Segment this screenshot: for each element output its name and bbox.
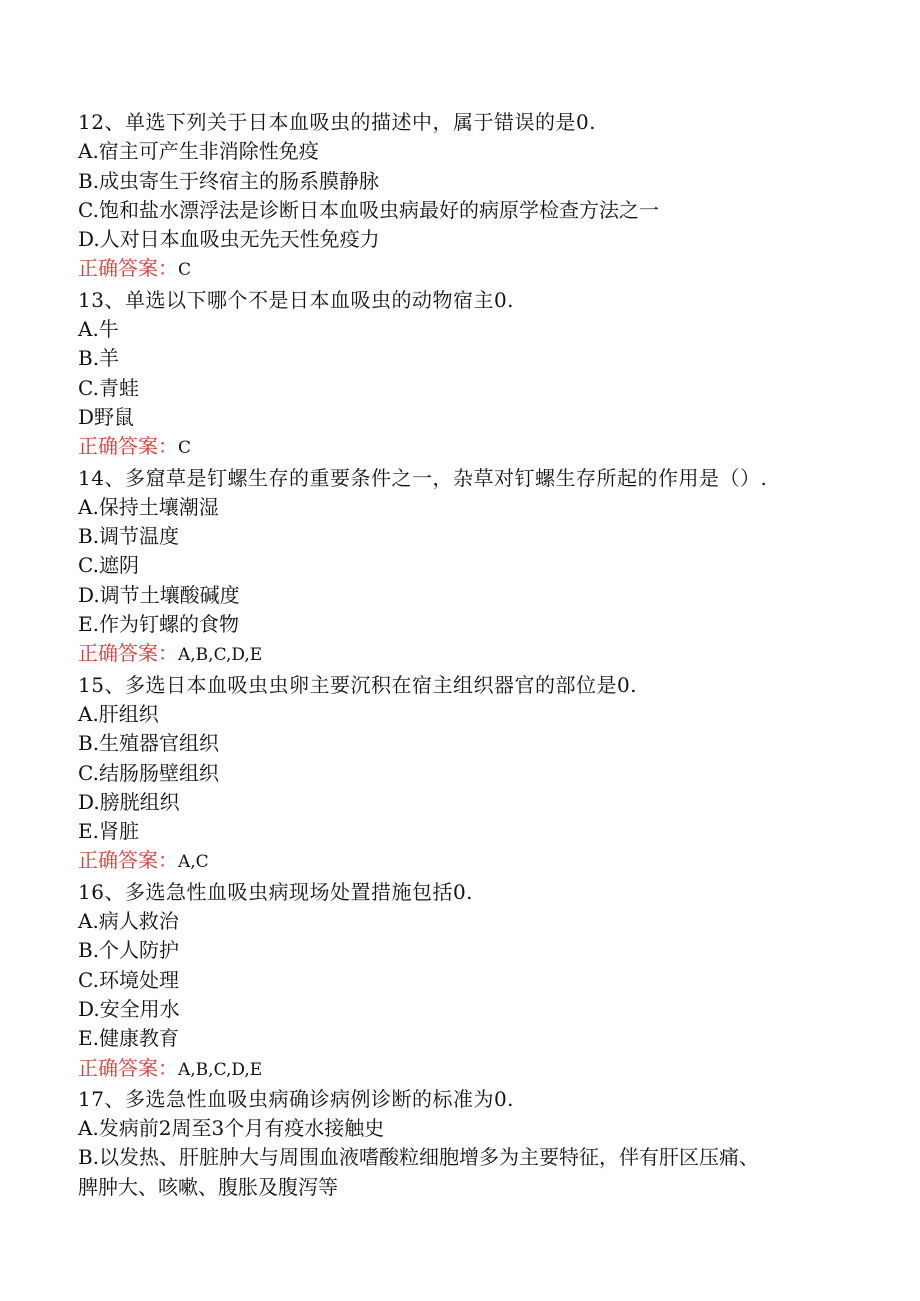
question-14-title: 14、多窟草是钉螺生存的重要条件之一，杂草对钉螺生存所起的作用是（）. xyxy=(78,465,768,490)
answer-value: A,C xyxy=(178,852,209,873)
answer-label: 正确答案： xyxy=(78,848,178,873)
question-13-option-c: C.青蛙 xyxy=(78,375,139,400)
question-14-option-a: A.保持土壤潮湿 xyxy=(78,494,219,519)
question-15-option-c: C.结肠肠壁组织 xyxy=(78,760,219,785)
document-page xyxy=(78,108,838,1202)
question-15-option-b: B.生殖器官组织 xyxy=(78,731,220,756)
question-12-option-b: B.成虫寄生于终宿主的肠系膜静脉 xyxy=(78,168,380,193)
answer-label: 正确答案： xyxy=(78,1055,178,1080)
question-16-option-d: D.安全用水 xyxy=(78,996,180,1021)
question-12-option-a: A.宿主可产生非消除性免疫 xyxy=(78,139,319,164)
question-13-option-d: D野鼠 xyxy=(78,404,135,429)
question-16-option-e: E.健康教育 xyxy=(78,1026,179,1051)
question-12-option-d: D.人对日本血吸虫无先天性免疫力 xyxy=(78,227,380,252)
question-16-option-c: C.环境处理 xyxy=(78,967,179,992)
answer-value: C xyxy=(178,438,192,459)
answer-label: 正确答案： xyxy=(78,641,178,666)
question-12-answer xyxy=(78,254,838,285)
question-16-option-b: B.个人防护 xyxy=(78,938,180,963)
question-16-answer xyxy=(78,1054,838,1085)
answer-value: A,B,C,D,E xyxy=(178,1059,263,1080)
question-17-option-b: B.以发热、肝脏肿大与周围血液嗜酸粒细胞增多为主要特征，伴有肝区压痛、 xyxy=(78,1145,760,1170)
question-15-title: 15、多选日本血吸虫虫卵主要沉积在宿主组织器官的部位是0. xyxy=(78,672,638,697)
question-13-option-a: A.牛 xyxy=(78,317,119,342)
question-17-title: 17、多选急性血吸虫病确诊病例诊断的标准为0. xyxy=(78,1086,515,1111)
question-14-answer xyxy=(78,639,838,670)
question-12-title: 12、单选下列关于日本血吸虫的描述中，属于错误的是0. xyxy=(78,110,597,134)
answer-label: 正确答案： xyxy=(78,434,178,459)
answer-label: 正确答案： xyxy=(78,256,178,281)
question-14-option-c: C.遮阴 xyxy=(78,553,139,578)
question-15-answer xyxy=(78,846,838,877)
question-14-option-e: E.作为钉螺的食物 xyxy=(78,612,239,637)
question-14-option-d: D.调节土壤酸碱度 xyxy=(78,582,240,607)
question-15-option-d: D.膀胱组织 xyxy=(78,789,180,814)
question-17-option-a: A.发病前2周至3个月有疫水接触史 xyxy=(78,1116,385,1141)
question-15-option-a: A.肝组织 xyxy=(78,701,159,726)
question-13-title: 13、单选以下哪个不是日本血吸虫的动物宿主0. xyxy=(78,287,515,312)
question-15-option-e: E.肾脏 xyxy=(78,819,139,844)
question-12-option-c: C.饱和盐水漂浮法是诊断日本血吸虫病最好的病原学检查方法之一 xyxy=(78,197,659,222)
question-14-option-b: B.调节温度 xyxy=(78,524,180,549)
answer-value: C xyxy=(178,260,192,281)
question-16-option-a: A.病人救治 xyxy=(78,909,179,934)
question-13-answer xyxy=(78,432,838,463)
question-17-option-b-continued: 脾肿大、咳嗽、腹胀及腹泻等 xyxy=(78,1174,338,1199)
answer-value: A,B,C,D,E xyxy=(178,645,263,666)
question-16-title: 16、多选急性血吸虫病现场处置措施包括0. xyxy=(78,879,474,904)
question-13-option-b: B.羊 xyxy=(78,346,120,371)
